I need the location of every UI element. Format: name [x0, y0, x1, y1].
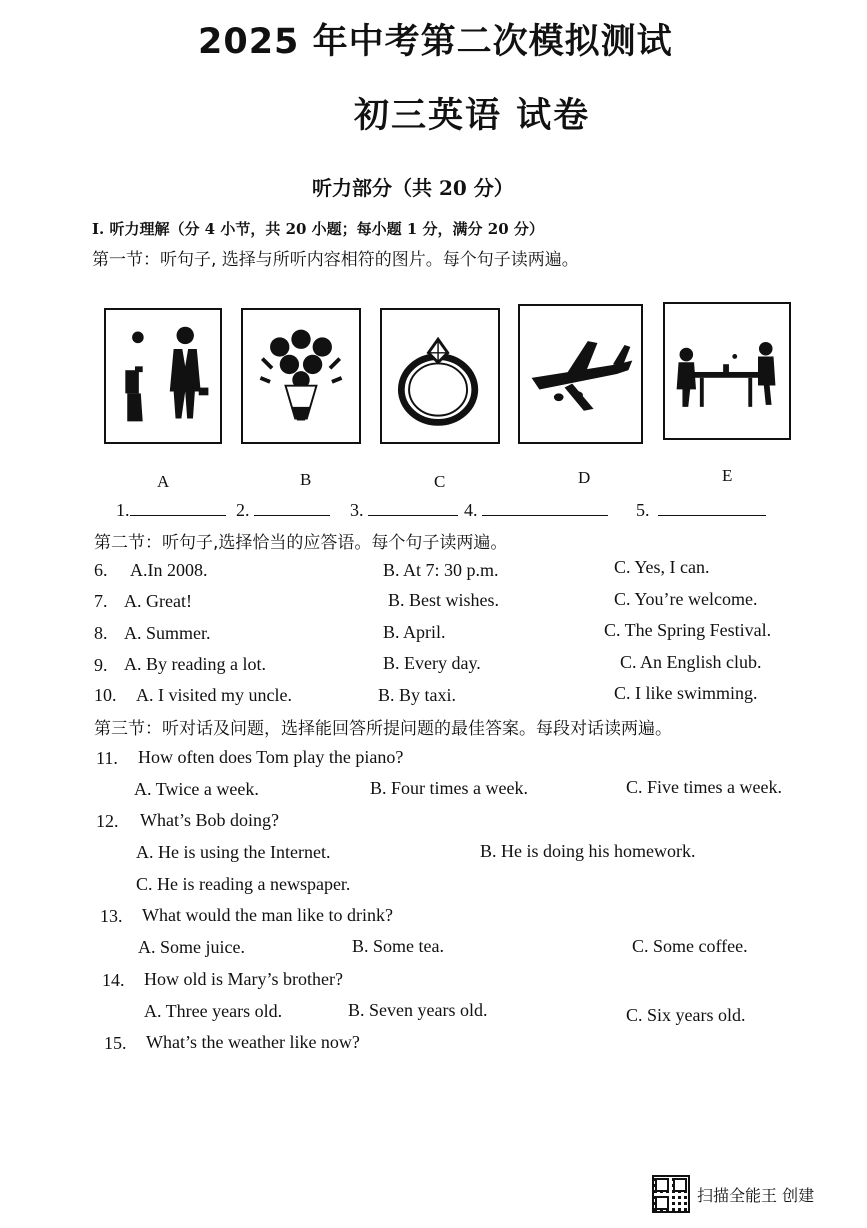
blank-number: 2.: [236, 500, 250, 520]
question-13-option-c[interactable]: C. Some coffee.: [632, 936, 748, 956]
question-11-number: 11.: [96, 748, 118, 768]
question-6-number: 6.: [94, 560, 108, 580]
blank-number: 4.: [464, 500, 478, 520]
flower-bouquet-icon: [243, 310, 359, 442]
question-7-option-c[interactable]: C. You’re welcome.: [614, 589, 758, 609]
question-11-option-c[interactable]: C. Five times a week.: [626, 777, 782, 797]
blank-line: [254, 499, 330, 516]
picture-a: [104, 308, 222, 444]
question-8-option-a[interactable]: A. Summer.: [124, 623, 211, 643]
question-13-number: 13.: [100, 906, 123, 926]
picture-b: [241, 308, 361, 444]
question-8-number: 8.: [94, 623, 108, 643]
question-12-text: What’s Bob doing?: [140, 810, 279, 830]
question-7-option-b[interactable]: B. Best wishes.: [388, 590, 500, 610]
question-14-option-c[interactable]: C. Six years old.: [626, 1005, 746, 1025]
picture-label-e: E: [722, 466, 733, 485]
exam-title: 2025 年中考第二次模拟测试: [198, 22, 673, 62]
scanner-watermark: 扫描全能王 创建: [697, 1186, 815, 1205]
question-10-option-a[interactable]: A. I visited my uncle.: [136, 685, 292, 705]
blank-line: [482, 499, 608, 516]
section3-instruction: 第三节：听对话及问题，选择能回答所提问题的最佳答案。每段对话读两遍。: [94, 719, 672, 739]
question-7-number: 7.: [94, 591, 108, 611]
answer-blank-2[interactable]: [236, 499, 330, 521]
question-12-number: 12.: [96, 811, 119, 831]
blank-number: 3.: [350, 500, 364, 520]
picture-label-c: C: [434, 472, 446, 491]
question-14-text: How old is Mary’s brother?: [144, 969, 343, 989]
question-9-number: 9.: [94, 655, 108, 675]
question-6-option-b[interactable]: B. At 7: 30 p.m.: [383, 560, 499, 580]
picture-c: [380, 308, 500, 444]
question-10-option-c[interactable]: C. I like swimming.: [614, 683, 758, 703]
question-11-option-a[interactable]: A. Twice a week.: [134, 779, 259, 799]
picture-d: [518, 304, 643, 444]
question-9-option-c[interactable]: C. An English club.: [620, 652, 762, 672]
question-14-option-b[interactable]: B. Seven years old.: [348, 1000, 488, 1020]
section-title-listening: 听力部分（共 20 分）: [312, 176, 514, 200]
question-6-option-c[interactable]: C. Yes, I can.: [614, 557, 710, 577]
question-9-option-a[interactable]: A. By reading a lot.: [124, 654, 266, 674]
question-11-text: How often does Tom play the piano?: [138, 747, 404, 767]
blank-line: [130, 499, 226, 516]
picture-label-a: A: [157, 472, 170, 491]
question-13-option-b[interactable]: B. Some tea.: [352, 936, 444, 956]
picture-label-b: B: [300, 470, 312, 489]
question-13-text: What would the man like to drink?: [142, 905, 393, 925]
answer-blank-3[interactable]: [350, 499, 458, 521]
question-13-option-a[interactable]: A. Some juice.: [138, 937, 245, 957]
picture-label-d: D: [578, 468, 591, 487]
blank-number: 1.: [116, 500, 130, 520]
blank-number: 5.: [636, 500, 650, 520]
section1-instruction: 第一节：听句子, 选择与所听内容相符的图片。每个句子读两遍。: [92, 250, 579, 270]
section2-instruction: 第二节：听句子,选择恰当的应答语。每个句子读两遍。: [94, 533, 508, 553]
question-8-option-c[interactable]: C. The Spring Festival.: [604, 620, 772, 640]
question-12-option-a[interactable]: A. He is using the Internet.: [136, 842, 331, 862]
question-12-option-c[interactable]: C. He is reading a newspaper.: [136, 874, 351, 894]
table-tennis-icon: [665, 304, 789, 438]
question-10-number: 10.: [94, 685, 117, 705]
question-10-option-b[interactable]: B. By taxi.: [378, 685, 457, 705]
answer-blank-1[interactable]: [116, 499, 226, 521]
question-15-text: What’s the weather like now?: [146, 1032, 360, 1052]
question-7-option-a[interactable]: A. Great!: [124, 591, 192, 611]
airplane-icon: [520, 306, 641, 442]
question-8-option-b[interactable]: B. April.: [383, 622, 446, 642]
question-11-option-b[interactable]: B. Four times a week.: [370, 778, 528, 798]
part1-heading: I. 听力理解（分 4 小节，共 20 小题；每小题 1 分，满分 20 分）: [92, 220, 544, 238]
question-15-number: 15.: [104, 1033, 127, 1053]
two-people-meeting-icon: [106, 310, 220, 442]
question-14-option-a[interactable]: A. Three years old.: [144, 1001, 283, 1021]
exam-subtitle: 初三英语 试卷: [354, 96, 591, 136]
answer-blank-5[interactable]: [636, 499, 766, 521]
diamond-ring-icon: [382, 310, 498, 442]
question-14-number: 14.: [102, 970, 125, 990]
answer-blank-4[interactable]: [464, 499, 608, 521]
blank-line: [368, 499, 458, 516]
picture-e: [663, 302, 791, 440]
qr-code-icon: [652, 1175, 690, 1213]
question-6-option-a[interactable]: A.In 2008.: [130, 560, 208, 580]
question-12-option-b[interactable]: B. He is doing his homework.: [480, 841, 696, 861]
blank-line: [658, 499, 766, 516]
question-9-option-b[interactable]: B. Every day.: [383, 653, 481, 673]
